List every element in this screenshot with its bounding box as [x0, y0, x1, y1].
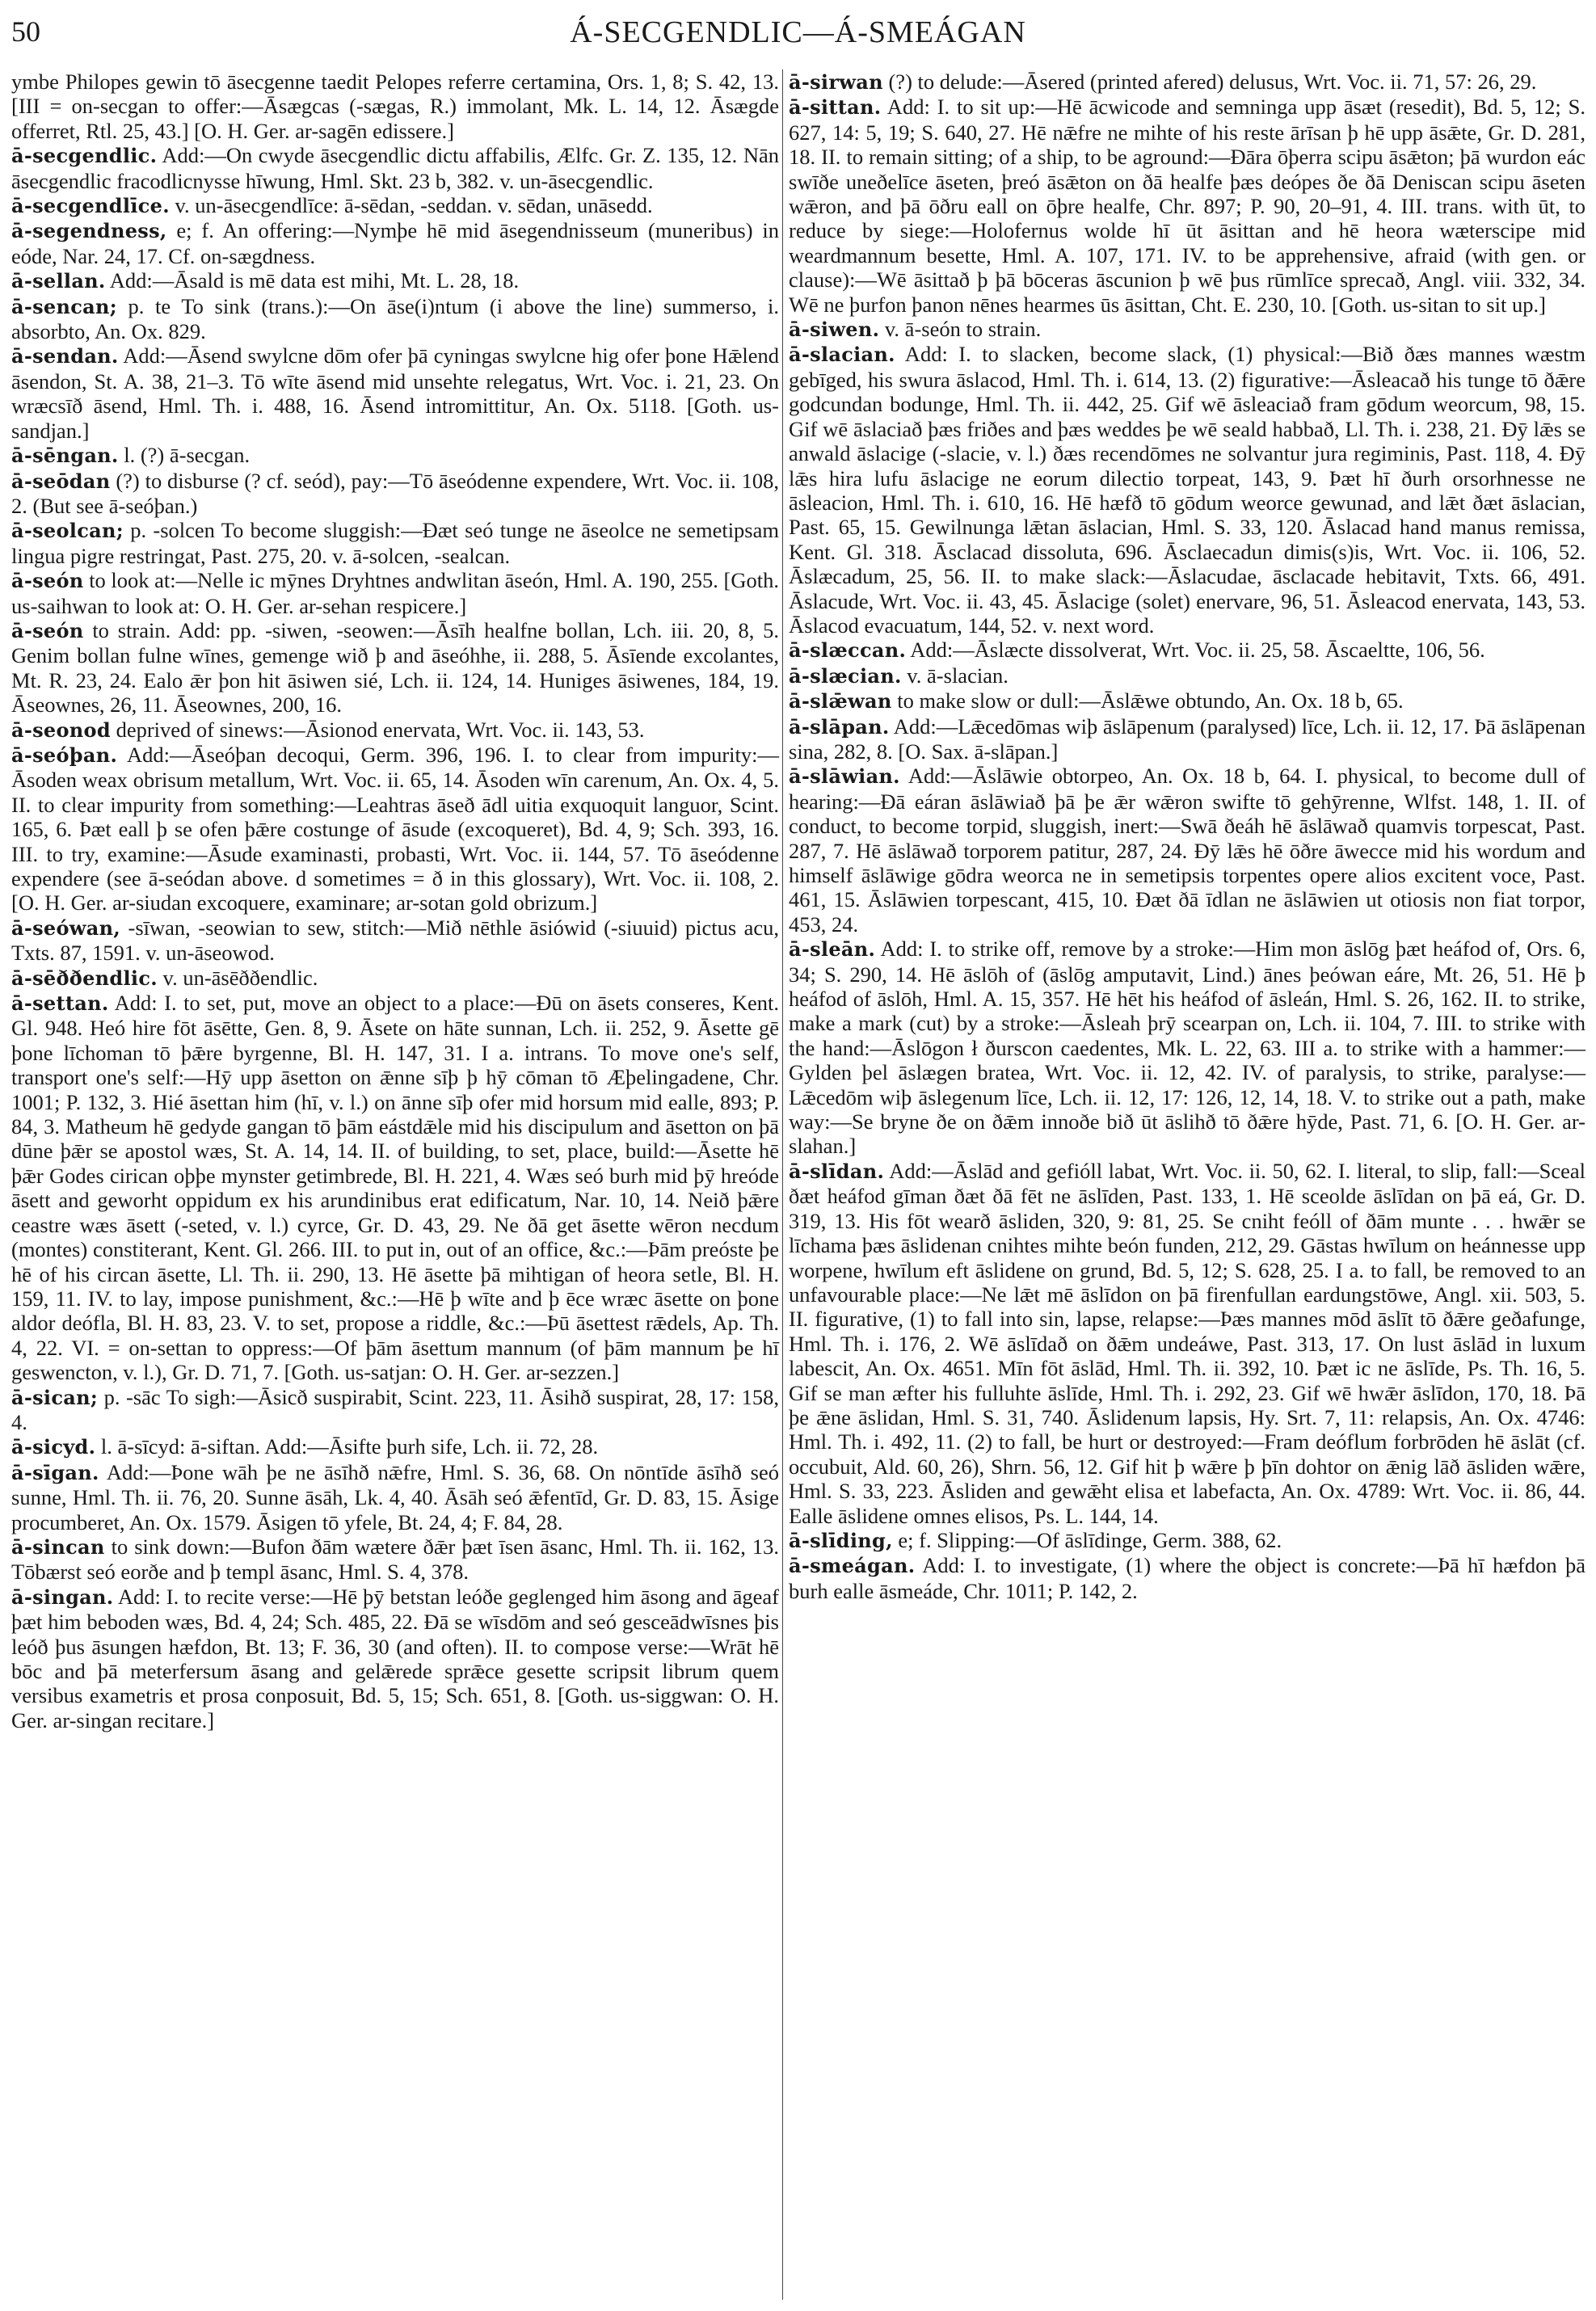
entry-body: p. -solcen To become sluggish:—Ðæt seó tunge ne āseolce ne semetipsam lingua pigre restringat, Past. 275, 20. v. ā-solcen, -sealcan.	[11, 518, 779, 568]
entry-headword: ā-seōdan	[11, 469, 111, 493]
entry-headword: ā-sincan	[11, 1534, 105, 1559]
dictionary-entry	[11, 718, 779, 743]
dictionary-entry	[11, 294, 779, 344]
entry-headword: ā-seón	[11, 618, 84, 642]
dictionary-entry	[789, 317, 1585, 342]
entry-body: e; f. Slipping:—Of āslīdinge, Germ. 388, 62.	[892, 1527, 1282, 1552]
dictionary-entry	[11, 991, 779, 1385]
left-column	[11, 69, 779, 1732]
entry-body: Add:—Āsend swylcne dōm ofer þā cyningas swylcne hig ofer þone Hǣlend āsendon, St. A. 38, 21–3. Tō wīte āsend mid unsehte relegatus, Wrt. Voc. i. 21, 23. On wræcsīð āsend, Hml. Th. i. 488, 16. Āsend intromittitur, An. Ox. 5118. [Goth. us-sandjan.]	[11, 343, 779, 443]
entry-body: Add:—On cwyde āsecgendlic dictu affabilis, Ælfc. Gr. Z. 135, 12. Nān āsecgendlic fracodlicnysse hīwung, Hml. Skt. 23 b, 382. v. un-āsecgendlic.	[11, 143, 779, 193]
dictionary-entry	[11, 69, 779, 143]
dictionary-entry	[11, 1585, 779, 1732]
entry-headword: ā-seóþan.	[11, 743, 118, 767]
entry-headword: ā-slīdan.	[789, 1159, 885, 1183]
entry-headword: ā-sīgan.	[11, 1460, 99, 1484]
dictionary-entry	[11, 916, 779, 966]
column-divider	[782, 69, 783, 2300]
dictionary-entry	[789, 95, 1585, 317]
dictionary-entry	[789, 1528, 1585, 1553]
dictionary-entry	[11, 218, 779, 268]
entry-headword: ā-slæccan.	[789, 638, 907, 663]
dictionary-entry	[11, 443, 779, 468]
dictionary-entry	[11, 268, 779, 293]
entry-body: -sīwan, -seowian to sew, stitch:—Mið nēthle āsiówid (-siuuid) pictus acu, Txts. 87, 1591. v. un-āseowod.	[11, 915, 779, 966]
right-column	[789, 69, 1585, 1603]
entry-body: to make slow or dull:—Āslǣwe obtundo, An. Ox. 18 b, 65.	[891, 688, 1404, 714]
entry-body: ymbe Philopes gewin tō āsecgenne taedit Pelopes referre certamina, Ors. 1, 8; S. 42, 13. [III = on-secgan to offer:—Āsægcas (-sægas, R.) immolant, Mk. L. 14, 12. Āsægde offerret, Rtl. 25, 43.] [O. H. Ger. ar-sagēn edissere.]	[11, 69, 779, 143]
entry-headword: ā-siwen.	[789, 318, 880, 342]
entry-body: l. ā-sīcyd: ā-siftan. Add:—Āsifte þurh sife, Lch. ii. 72, 28.	[95, 1434, 599, 1459]
entry-body: Add:—Þone wāh þe ne āsīhð nǣfre, Hml. S. 36, 68. On nōntīde āsīhð seó sunne, Hml. Th. ii. 76, 20. Sunne āsāh, Lk. 4, 40. Āsāh seó ǣfentīd, Gr. D. 83, 15. Āsige procumberet, An. Ox. 1579. Āsigen tō yfele, Bt. 24, 4; F. 84, 28.	[11, 1459, 779, 1534]
dictionary-entry	[11, 1385, 779, 1435]
dictionary-entry	[11, 1534, 779, 1585]
entry-headword: ā-slīding,	[789, 1528, 893, 1552]
entry-body: deprived of sinews:—Āsionod enervata, Wrt. Voc. ii. 143, 53.	[110, 717, 645, 742]
dictionary-entry	[789, 69, 1585, 95]
entry-body: p. te To sink (trans.):—On āse(i)ntum (i above the line) summerso, i. absorbto, An. Ox. 829.	[11, 293, 779, 344]
entry-headword: ā-sirwan	[789, 70, 883, 94]
entry-headword: ā-seówan,	[11, 916, 121, 940]
entry-body: v. un-āsecgendlīce: ā-sēdan, -seddan. v. sēdan, unāsedd.	[169, 193, 653, 218]
entry-body: Add:—Āseóþan decoqui, Germ. 396, 196. I. to clear from impurity:—Āsoden weax obrisum metallum, Wrt. Voc. ii. 65, 14. Āsoden wīn carenum, An. Ox. 4, 5. II. to clear impurity from something:—Leahtras āseð ādl uitia exquoquit languor, Scint. 165, 6. Þæt eall þ se ofen þǣre costunge of āsude (excoqueret), Bd. 4, 9; Sch. 393, 16. III. to try, examine:—Āsude examinasti, probasti, Wrt. Voc. ii. 144, 57. Tō āseódenne expendere (see ā-seódan above. d sometimes = ð in this glossary), Wrt. Voc. ii. 108, 2. [O. H. Ger. ar-siudan excoquere, examinare; ar-sotan gold obrizum.]	[11, 742, 779, 916]
entry-body: Add: I. to set, put, move an object to a place:—Ðū on āsets conseres, Kent. Gl. 948. Heó hire fōt āsētte, Gen. 8, 9. Āsete on hāte sunnan, Lch. ii. 252, 9. Āsette gē þone līchoman tō þǣre byrgenne, Bl. H. 147, 31. I a. intrans. To move one's self, transport one's self:—Hȳ upp āsetton on ǣnne sīþ þ hȳ cōman tō Æþelingadene, Chr. 1001; P. 132, 3. Hié āsettan him (hī, v. l.) on ānne sīþ ofer mid horsum mid ealle, 893; P. 84, 3. Matheum hē gedyde gangan tō þām eástdǣle mid his discipulum and āsetton on þā dūne þǣr se apostol wæs, St. A. 14, 14. II. of building, to set, place, build:—Āsette hē þǣr Godes cirican oþþe mynster getimbrede, Bl. H. 221, 4. Wæs seó burh mid þȳ hreóde āsett and geworht oppidum ex his arundinibus erat edificatum, Nar. 10, 14. Neið þǣre ceastre wæs āsett (-seted, v. l.) cyrce, Gr. D. 43, 29. Ne ðā get āsette wēron necdum (montes) constiterant, Kent. Gl. 266. III. to put in, out of an office, &c.:—Þām preóste þe hē of his circan āsette, Ll. Th. ii. 290, 13. Hē āsette þā mihtigan of heora setle, Bl. H. 159, 11. IV. to lay, impose punishment, &c.:—Hē þ wīte and þ ēce wræc āsette on þone aldor deófla, Bl. H. 83, 23. V. to set, propose a riddle, &c.:—Þū āsettest rǣdels, Ap. Th. 4, 22. VI. = on-settan to oppress:—Of þām āsettum mannum (of þām mannum þe hī geswencton, v. l.), Gr. D. 71, 7. [Goth. us-satjan: O. H. Ger. ar-sezzen.]	[11, 991, 779, 1385]
entry-body: v. un-āsēððendlic.	[157, 965, 318, 990]
running-title: Á-SECGENDLIC—Á-SMEÁGAN	[570, 15, 1026, 49]
dictionary-entry	[789, 1159, 1585, 1528]
entry-body: e; f. An offering:—Nymþe hē mid āsegendnisseum (muneribus) in eóde, Nar. 24, 17. Cf. on-sægdness.	[11, 218, 779, 268]
entry-body: Add:—Āslæcte dissolverat, Wrt. Voc. ii. 25, 58. Āscaeltte, 106, 56.	[906, 638, 1485, 663]
entry-headword: ā-slǣwan	[789, 689, 892, 714]
entry-body: v. ā-seón to strain.	[879, 317, 1042, 342]
entry-headword: ā-slāpan.	[789, 714, 890, 739]
dictionary-entry	[789, 937, 1585, 1159]
dictionary-entry	[11, 743, 779, 916]
entry-headword: ā-sencan;	[11, 294, 117, 318]
entry-body: v. ā-slacian.	[901, 663, 1009, 688]
dictionary-entry	[11, 343, 779, 443]
page-header	[11, 11, 1585, 61]
entry-headword: ā-secgendlic.	[11, 144, 158, 168]
dictionary-entry	[789, 688, 1585, 714]
dictionary-entry	[11, 469, 779, 519]
entry-body: Add: I. to recite verse:—Hē þȳ betstan leóðe geglenged him āsong and āgeaf þæt him beboden wæs, Bd. 4, 24; Sch. 485, 22. Ðā se wīsdōm and seó gesceādwīsnes þis leóð þus āsungen hæfdon, Bt. 13; F. 36, 30 (and often). II. to compose verse:—Wrāt hē bōc and þā meterfersum āsang and gelǣrede sprǣce gesette scripsit librum quem versibus exametris et prosa conposuit, Bd. 5, 15; Sch. 651, 8. [Goth. us-siggwan: O. H. Ger. ar-singan recitare.]	[11, 1584, 779, 1732]
dictionary-entry	[11, 966, 779, 991]
entry-body: p. -sāc To sigh:—Āsicð suspirabit, Scint. 223, 11. Āsihð suspirat, 28, 17: 158, 4.	[11, 1384, 779, 1434]
dictionary-entry	[11, 1460, 779, 1534]
page-number: 50	[11, 15, 40, 48]
entry-body: Add:—Āslād and gefióll labat, Wrt. Voc. ii. 50, 62. I. literal, to slip, fall:—Sceal ðæt heáfod gīman ðæt ðā fēt ne āslīden, Past. 133, 1. Hē sceolde āslīdan on þā eá, Gr. D. 319, 13. His fōt wearð āsliden, 320, 9: 81, 25. Se cniht feóll of ðām munte . . . hwǣr se līchama þæs āslidenan cnihtes mihte beón funden, 212, 29. Gāstas hwīlum on heánnesse upp worpene, hwīlum eft āslidene on grund, Bd. 5, 12; S. 628, 25. I a. to fall, be removed to an unfavourable place:—Ne lǣt mē āslīdon on þā firenfullan eardungstōwe, Angl. xii. 503, 5. II. figurative, (1) to fall into sin, lapse, relapse:—Þæs mannes mōd āslīt tō ðǣre geðafunge, Hml. Th. i. 176, 2. Wē āslīdað on ðǣm undeáwe, Past. 313, 17. On lust āslād in luxum labescit, An. Ox. 4651. Mīn fōt āslād, Hml. Th. ii. 392, 10. Þæt ic ne āslīde, Ps. Th. 16, 5. Gif se man æfter his fulluhte āslīde, Hml. Th. i. 292, 23. Gif wē hwǣr āslīdon, 170, 18. Þā þe ǣne āslidan, Hml. S. 31, 740. Āslidenum lapsis, Hy. Srt. 7, 11: relapsis, An. Ox. 4746: Hml. Th. i. 492, 11. (2) to fall, be hurt or destroyed:—Fram deóflum forbrōden hē āslāt (cf. occubuit, Ald. 60, 26), Shrn. 56, 12. Gif hit þ wǣre þ þīn dohtor on ǣnig lāð āsliden wǣre, Hml. S. 33, 223. Āsliden and gewǣht elisa et labefacta, An. Ox. 4789: Wrt. Voc. ii. 86, 44. Ealle āslidene omnes elisos, Ps. L. 144, 14.	[789, 1158, 1585, 1528]
entry-headword: ā-sendan.	[11, 344, 119, 368]
entry-body: Add:—Lǣcedōmas wiþ āslāpenum (paralysed) līce, Lch. ii. 12, 17. Þā āslāpenan sina, 282, 8. [O. Sax. ā-slāpan.]	[789, 714, 1585, 764]
entry-headword: ā-sicyd.	[11, 1435, 96, 1459]
dictionary-entry	[789, 714, 1585, 764]
entry-body: (?) to disburse (? cf. seód), pay:—Tō āseódenne expendere, Wrt. Voc. ii. 108, 2. (But see ā-seóþan.)	[11, 468, 779, 518]
entry-headword: ā-secgendlīce.	[11, 194, 170, 218]
entry-headword: ā-singan.	[11, 1585, 114, 1609]
entry-headword: ā-smeágan.	[789, 1554, 916, 1578]
entry-headword: ā-seolcan;	[11, 519, 124, 543]
dictionary-entry	[789, 1553, 1585, 1603]
entry-headword: ā-seonod	[11, 718, 111, 742]
entry-body: Add: I. to investigate, (1) where the object is concrete:—Þā hī hæfdon þā burh ealle āsmeáde, Chr. 1011; P. 142, 2.	[789, 1553, 1585, 1603]
entry-headword: ā-settan.	[11, 991, 109, 1016]
entry-headword: ā-sittan.	[789, 95, 882, 120]
entry-headword: ā-seón	[11, 569, 84, 593]
dictionary-entry	[11, 518, 779, 568]
entry-body: (?) to delude:—Āsered (printed afered) delusus, Wrt. Voc. ii. 71, 57: 26, 29.	[882, 69, 1537, 94]
entry-body: Add: I. to sit up:—Hē ācwicode and semninga upp āsæt (resedit), Bd. 5, 12; S. 627, 14: 5, 19; S. 640, 27. Hē nǣfre ne mihte of his reste ārīsan þ hē upp āsǣte, Gr. D. 281, 18. II. to remain sitting; of a ship, to be aground:—Ðāra ōþerra scipu āsǣton; þā wurdon eác swīðe uneðelīce āseten, þreó āsǣton on ðā healfe þæs deópes ðe ðā Deniscan scipu āseten wǣron, and þā ōðru eall on ōþre healfe, Chr. 897; P. 90, 20–91, 4. III. trans. with ūt, to reduce by siege:—Holofernus wolde hī ūt āsittan and hē heora wæterscipe mid weardmannum besette, Hml. A. 107, 171. IV. to be apprehensive, afraid (with gen. or clause):—Wē āsittað þ þā bōceras āscunion þ wē þus rūmlīce sprecað, Angl. viii. 332, 34. Wē ne þurfon þanon nēnes hearmes ūs āsittan, Cht. E. 230, 10. [Goth. us-sitan to sit up.]	[789, 95, 1585, 317]
entry-body: l. (?) ā-secgan.	[118, 443, 251, 468]
entry-body: Add: I. to slacken, become slack, (1) physical:—Bið ðæs mannes wæstm gebīged, his swura āslacod, Hml. Th. i. 614, 13. (2) figurative:—Āsleacað his tunge tō ðǣre godcundan bodunge, Hml. Th. ii. 442, 25. Gif wē āsleaciað fram gōdum weorcum, 98, 15. Gif wē āslaciað þæs friðes and þæs weddes þe wē seald habbað, Ll. Th. i. 238, 21. Ðȳ lǣs se anwald āslacige (-slacie, v. l.) ðæs recendōmes ne solvantur jura regiminis, Past. 118, 4. Ðȳ lǣs hira lufu āslacige ne eorum dilectio torpeat, 143, 9. Þæt hī ðurh orsorhnesse ne āsleacion, Hml. Th. i. 610, 16. Hē hæfð tō gōdum weorce gewunad, and lǣt ðæt āslacian, Past. 65, 15. Gewilnunga lǣtan āslacian, Hml. S. 33, 120. Āslacad hand manus remissa, Kent. Gl. 318. Āsclacad dissoluta, 696. Āsclaecadun dimis(s)is, Wrt. Voc. ii. 106, 52. Āslæcadum, 25, 56. II. to make slack:—Āslacudae, āsclacade hebitavit, Txts. 66, 491. Āslacude, Wrt. Voc. ii. 43, 45. Āslacige (solet) enervare, 96, 51. Āsleacod enervata, 143, 53. Āslacod evacuatum, 144, 52. v. next word.	[789, 342, 1585, 638]
entry-body: to strain. Add: pp. -siwen, -seowen:—Āsīh healfne bollan, Lch. iii. 20, 8, 5. Genim bollan fulne wīnes, gemenge wið þ and āseóhhe, ii. 288, 5. Āsīende excolantes, Mt. R. 23, 24. Ealo ǣr þon hit āsiwen sié, Lch. ii. 124, 14. Huniges āsiwenes, 184, 19. Āseownes, 26, 11. Āseownes, 200, 16.	[11, 617, 779, 718]
dictionary-entry	[789, 663, 1585, 688]
dictionary-entry	[11, 618, 779, 718]
entry-headword: ā-sēððendlic.	[11, 966, 158, 990]
entry-headword: ā-sican;	[11, 1385, 99, 1409]
entry-body: Add: I. to strike off, remove by a stroke:—Him mon āslōg þæt heáfod of, Ors. 6, 34; S. 290, 14. Hē āslōh of (āslōg amputavit, Lind.) ānes þeówan eáre, Mt. 26, 51. Hē þ heáfod of āslōh, Hml. A. 15, 357. Hē hēt his heáfod of āsleán, Hml. S. 26, 162. II. to strike, make a mark (cut) by a stroke:—Āsleah þrȳ scearpan on, Lch. ii. 104, 7. III. to strike with the hand:—Āslōgon ł ðurscon caedentes, Mk. L. 22, 63. III a. to strike with a hammer:—Gylden þel āslægen bratea, Wrt. Voc. ii. 12, 42. IV. of paralysis, to strike, paralyse:—Lǣcedōm wiþ āslegenum līce, Lch. ii. 12, 17: 126, 12, 14, 18. V. to strike out a path, make way:—Se bryne ðe on ðǣm innoðe bið ūt āslihð tō ðǣre hȳde, Past. 71, 6. [O. H. Ger. ar-slahan.]	[789, 937, 1585, 1159]
entry-headword: ā-sleān.	[789, 937, 876, 962]
dictionary-entry	[789, 342, 1585, 638]
entry-body: to look at:—Nelle ic mȳnes Dryhtnes andwlitan āseón, Hml. A. 190, 255. [Goth. us-saihwan to look at: O. H. Ger. ar-sehan respicere.]	[11, 568, 779, 618]
entry-headword: ā-slæcian.	[789, 663, 902, 688]
dictionary-entry	[11, 193, 779, 218]
entry-headword: ā-sēngan.	[11, 444, 119, 468]
dictionary-entry	[11, 1434, 779, 1459]
entry-headword: ā-slacian.	[789, 343, 895, 367]
entry-headword: ā-slāwian.	[789, 764, 900, 789]
entry-body: Add:—Āslāwie obtorpeo, An. Ox. 18 b, 64. I. physical, to become dull of hearing:—Ðā eáran āslāwiað þā þe ǣr wǣron swifte tō gehȳrenne, Wlfst. 148, 1. II. of conduct, to become torpid, sluggish, inert:—Swā ðeáh hē āslāwað quamvis torpescat, Past. 287, 7. Hē āslāwað torporem patitur, 287, 24. Ðȳ lǣs hē ōðre āwecce mid his wordum and himself āslāwige gōdra weorca ne in semetipsis torpentes opere alios excitent voce, Past. 461, 15. Āslāwien torpescant, 415, 10. Ðæt ðā īdlan ne āslāwien ut otiosis non fiat torpor, 453, 24.	[789, 764, 1585, 937]
entry-headword: ā-sellan.	[11, 269, 106, 293]
dictionary-entry	[789, 638, 1585, 663]
entry-body: Add:—Āsald is mē data est mihi, Mt. L. 28, 18.	[105, 268, 520, 293]
dictionary-entry	[11, 143, 779, 193]
entry-headword: ā-segendness,	[11, 219, 167, 243]
dictionary-entry	[11, 568, 779, 618]
entry-body: to sink down:—Bufon ðām wætere ðǣr þæt īsen āsanc, Hml. Th. ii. 162, 13. Tōbærst seó eorðe and þ templ āsanc, Hml. S. 4, 378.	[11, 1534, 779, 1585]
dictionary-entry	[789, 764, 1585, 937]
